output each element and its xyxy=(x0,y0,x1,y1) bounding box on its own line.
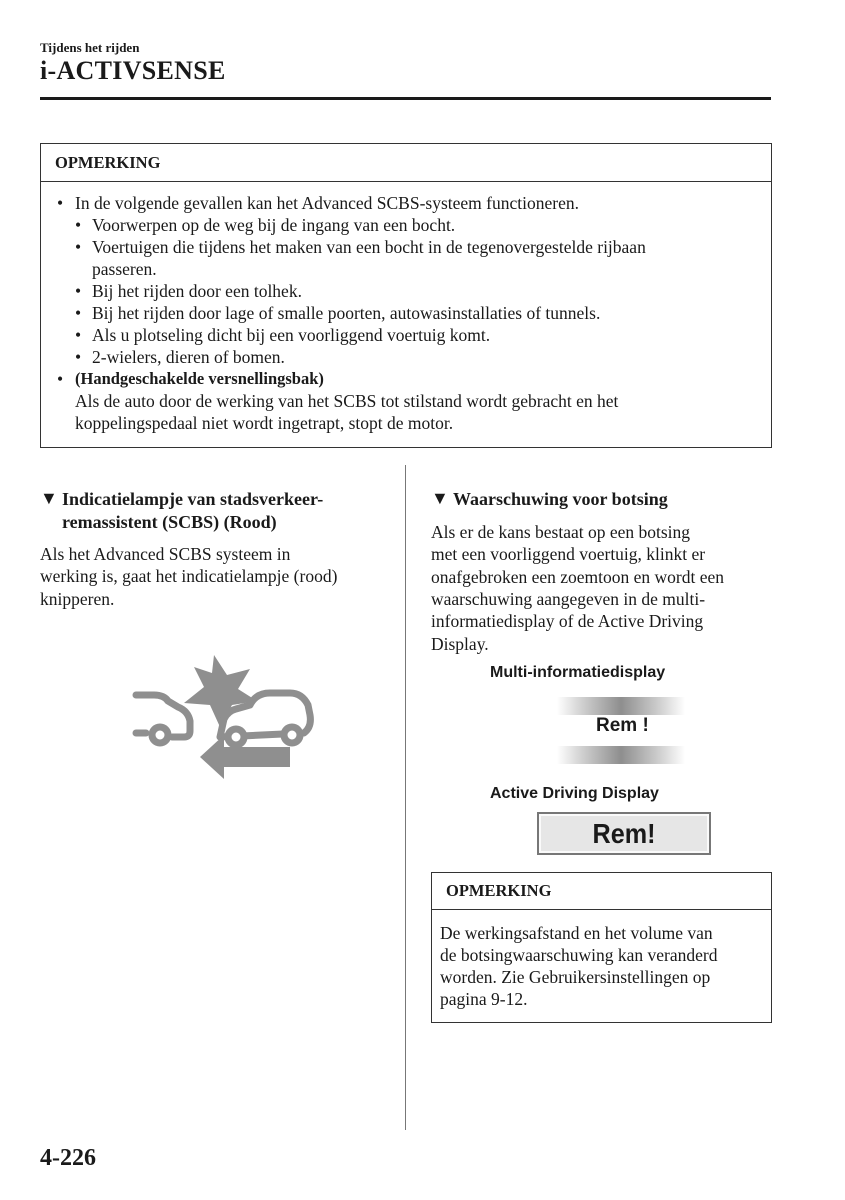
sub-bullet: • xyxy=(75,237,82,257)
list-item-continuation: passeren. xyxy=(92,259,157,279)
section-marker: ▼ xyxy=(431,488,449,508)
manual-heading: (Handgeschakelde versnellingsbak) xyxy=(75,369,324,388)
display-label: Active Driving Display xyxy=(490,785,659,802)
display-label: Multi-informatiedisplay xyxy=(490,664,666,681)
note-heading: OPMERKING xyxy=(432,873,771,910)
warning-text-mid: Rem ! xyxy=(596,715,649,736)
section-title: remassistent (SCBS) (Rood) xyxy=(62,512,277,532)
scbs-warning-light-icon xyxy=(132,645,317,780)
note-intro: In de volgende gevallen kan het Advanced SCBS-systeem functioneren. xyxy=(75,193,579,213)
manual-text: koppelingspedaal niet wordt ingetrapt, stopt de motor. xyxy=(75,413,454,433)
list-item: Als u plotseling dicht bij een voorliggend voertuig komt. xyxy=(92,325,491,345)
note-text: de botsingwaarschuwing kan veranderd xyxy=(440,945,718,965)
section-title: Indicatielampje van stadsverkeer- xyxy=(62,489,324,509)
active-driving-display xyxy=(537,812,711,855)
list-item: Bij het rijden door lage of smalle poorten, autowasinstallaties of tunnels. xyxy=(92,303,601,323)
section-marker: ▼ xyxy=(40,488,58,508)
body-text: informatiedisplay of de Active Driving xyxy=(431,611,704,631)
sub-bullet: • xyxy=(75,347,82,367)
body-text: Als er de kans bestaat op een botsing xyxy=(431,522,691,542)
note-box-bottom xyxy=(431,872,772,1023)
warning-text-adb: Rem! xyxy=(592,817,656,849)
note-text: worden. Zie Gebruikersinstellingen op xyxy=(440,967,711,987)
body-text: Als het Advanced SCBS systeem in xyxy=(40,544,291,564)
list-item: Bij het rijden door een tolhek. xyxy=(92,281,302,301)
sub-bullet: • xyxy=(75,281,82,301)
body-text: onafgebroken een zoemtoon en wordt een xyxy=(431,567,725,587)
manual-text: Als de auto door de werking van het SCBS tot stilstand wordt gebracht en het xyxy=(75,391,619,411)
sub-bullet: • xyxy=(75,325,82,345)
list-item: Voorwerpen op de weg bij de ingang van een bocht. xyxy=(92,215,456,235)
body-text: Display. xyxy=(431,634,489,654)
note-heading: OPMERKING xyxy=(41,144,771,182)
page-title: i-ACTIVSENSE xyxy=(40,56,226,85)
note-text: pagina 9-12. xyxy=(440,989,528,1009)
note-box-top xyxy=(40,143,772,448)
note-text: De werkingsafstand en het volume van xyxy=(440,923,713,943)
body-text: met een voorliggend voertuig, klinkt er xyxy=(431,544,706,564)
list-item: Voertuigen die tijdens het maken van een bocht in de tegenovergestelde rijbaan xyxy=(92,237,646,257)
body-text: knipperen. xyxy=(40,589,115,609)
bullet: • xyxy=(57,193,64,213)
display-bar-bottom xyxy=(557,746,685,764)
column-divider xyxy=(405,465,406,1130)
display-bar-top xyxy=(557,697,685,715)
title-divider xyxy=(40,97,771,100)
sub-bullet: • xyxy=(75,215,82,235)
section-header: Tijdens het rijden xyxy=(40,40,140,55)
bullet: • xyxy=(57,369,64,389)
list-item: 2-wielers, dieren of bomen. xyxy=(92,347,285,367)
body-text: waarschuwing aangegeven in de multi- xyxy=(431,589,706,609)
body-text: werking is, gaat het indicatielampje (rood) xyxy=(40,566,338,586)
section-title: Waarschuwing voor botsing xyxy=(453,489,668,509)
sub-bullet: • xyxy=(75,303,82,323)
page-number: 4-226 xyxy=(40,1145,96,1171)
